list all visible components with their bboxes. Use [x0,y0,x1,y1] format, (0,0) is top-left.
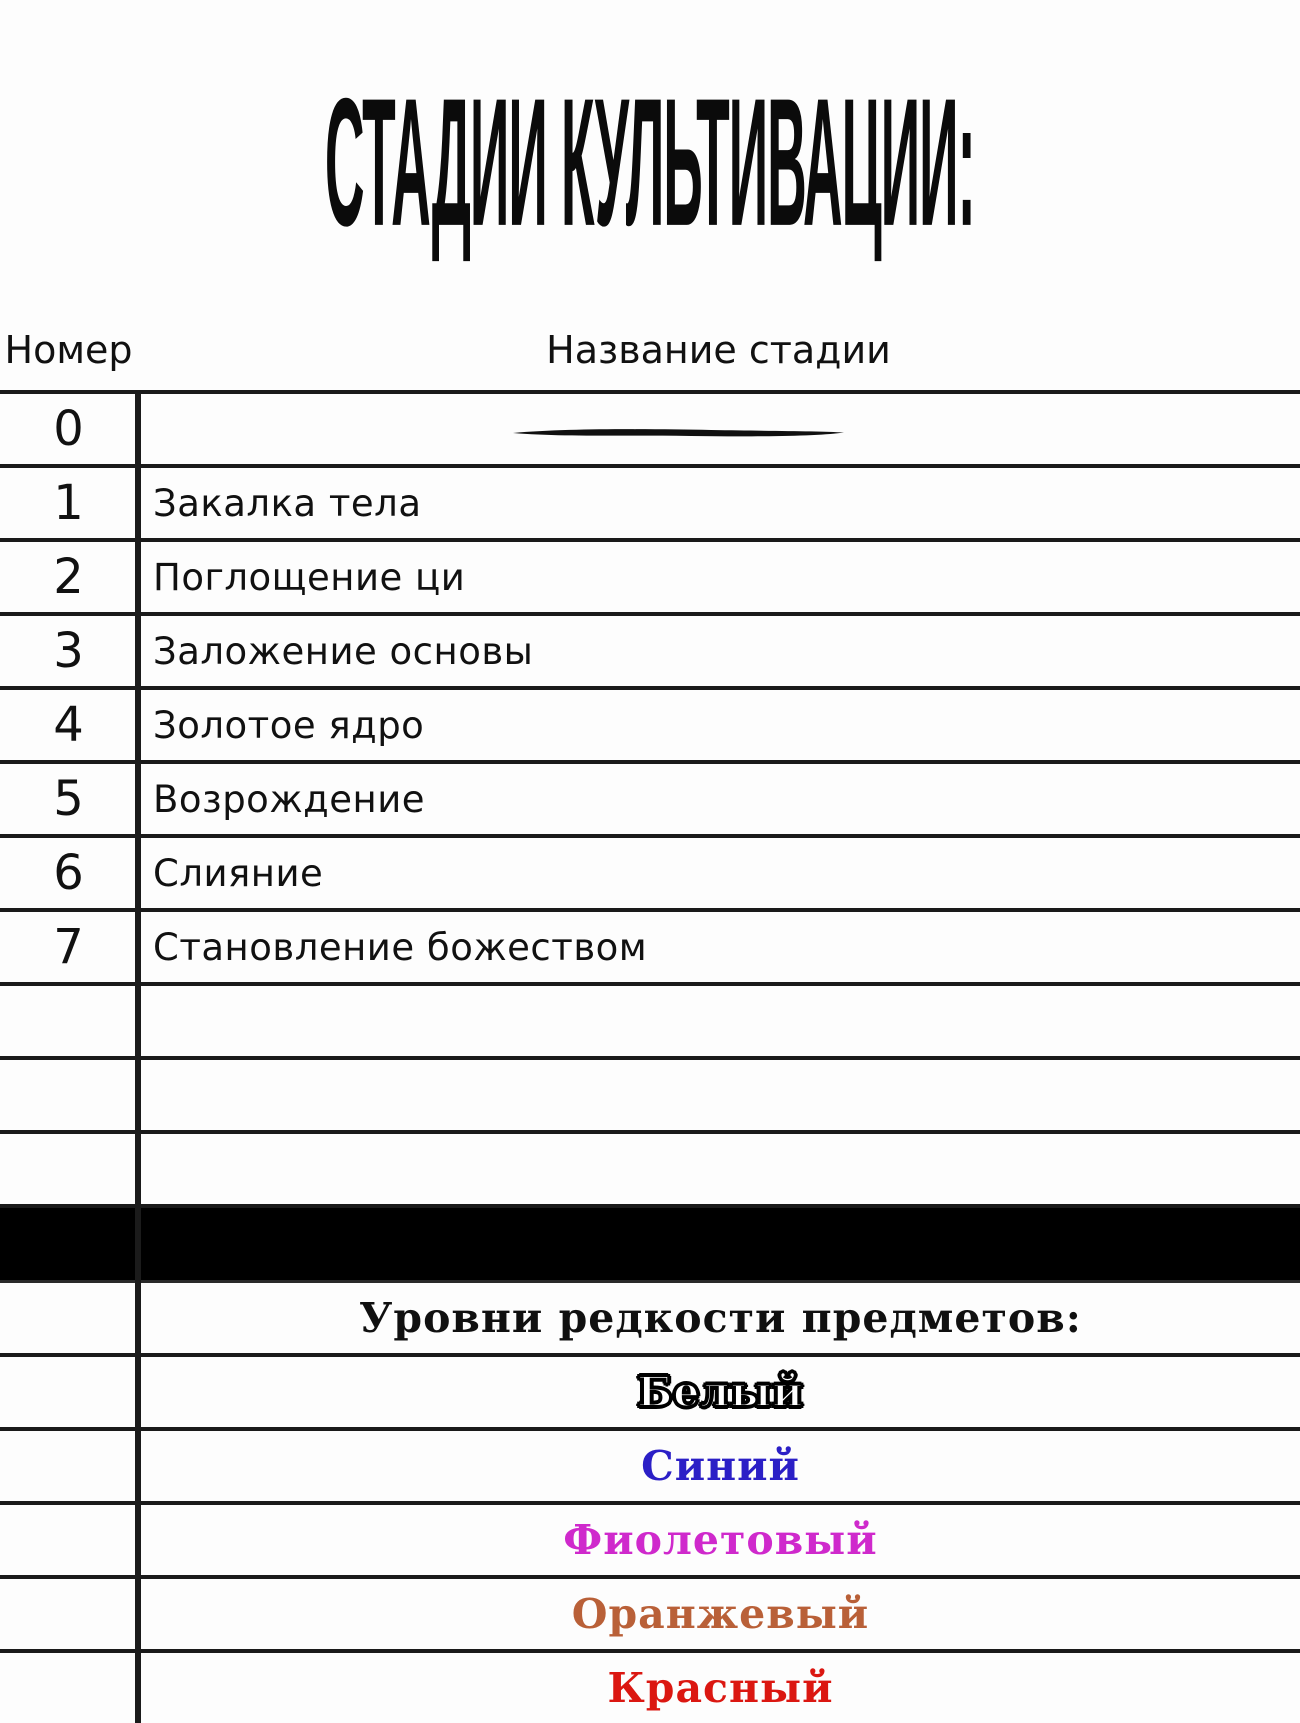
stages-table-body [0,394,1300,1208]
stages-table [0,390,1300,1723]
stage-name: Становление божеством [153,925,648,969]
stage-number: 6 [53,845,84,901]
table-row [0,468,1300,542]
rarity-level-row [0,1431,1300,1505]
rarity-level-row [0,1579,1300,1653]
rarity-section-heading: Уровни редкости предметов: [359,1294,1082,1342]
column-divider-line [135,394,141,1723]
stage-name: Поглощение ци [153,555,466,599]
rarity-level-label: Оранжевый [571,1590,870,1638]
page-title [0,61,1300,265]
rarity-row-spacer [0,1431,141,1501]
stage-name: Закалка тела [153,481,422,525]
stage-number [0,986,137,1056]
rarity-level-label: Синий [641,1442,800,1490]
rarity-level-label: Белый [637,1368,804,1416]
rarity-level-row [0,1653,1300,1723]
table-row [0,912,1300,986]
page-title-text: СТАДИИ КУЛЬТИВАЦИИ: [325,61,975,265]
table-row [0,1060,1300,1134]
blank-entry-dash-icon [511,426,846,440]
stage-number: 1 [53,475,84,531]
stage-name [137,1134,1300,1204]
stage-name: Золотое ядро [153,703,425,747]
table-row [0,542,1300,616]
stage-name [137,1060,1300,1130]
rarity-level [141,1357,1300,1427]
rarity-level-row [0,1357,1300,1431]
rarity-level-label: Фиолетовый [563,1516,878,1564]
section-divider-bar [0,1208,1300,1283]
stage-number: 4 [53,697,84,753]
table-row [0,1134,1300,1208]
table-row [0,690,1300,764]
stage-name [137,394,1300,464]
stage-number: 7 [53,919,84,975]
stage-name: Возрождение [153,777,425,821]
table-row [0,616,1300,690]
table-row [0,986,1300,1060]
stage-name: Слияние [153,851,324,895]
table-row [0,394,1300,468]
stage-number: 3 [53,623,84,679]
rarity-level [141,1653,1300,1723]
stage-name [137,986,1300,1056]
rarity-level-row [0,1505,1300,1579]
rarity-level [141,1505,1300,1575]
stage-number: 0 [53,401,84,457]
stage-number [0,1060,137,1130]
rarity-level-label: Красный [607,1664,834,1712]
rarity-heading-row [0,1283,1300,1357]
stage-number: 5 [53,771,84,827]
rarity-row-spacer [0,1357,141,1427]
stage-number [0,1134,137,1204]
rarity-level [141,1579,1300,1649]
rarity-row-spacer [0,1283,141,1353]
stage-name: Заложение основы [153,629,534,673]
rarity-row-spacer [0,1579,141,1649]
rarity-level [141,1431,1300,1501]
table-row [0,838,1300,912]
column-header-number: Номер [4,328,133,372]
stage-number: 2 [53,549,84,605]
table-row [0,764,1300,838]
rarity-levels-list [0,1357,1300,1723]
rarity-row-spacer [0,1653,141,1723]
rarity-row-spacer [0,1505,141,1575]
column-header-name: Название стадии [546,328,891,372]
